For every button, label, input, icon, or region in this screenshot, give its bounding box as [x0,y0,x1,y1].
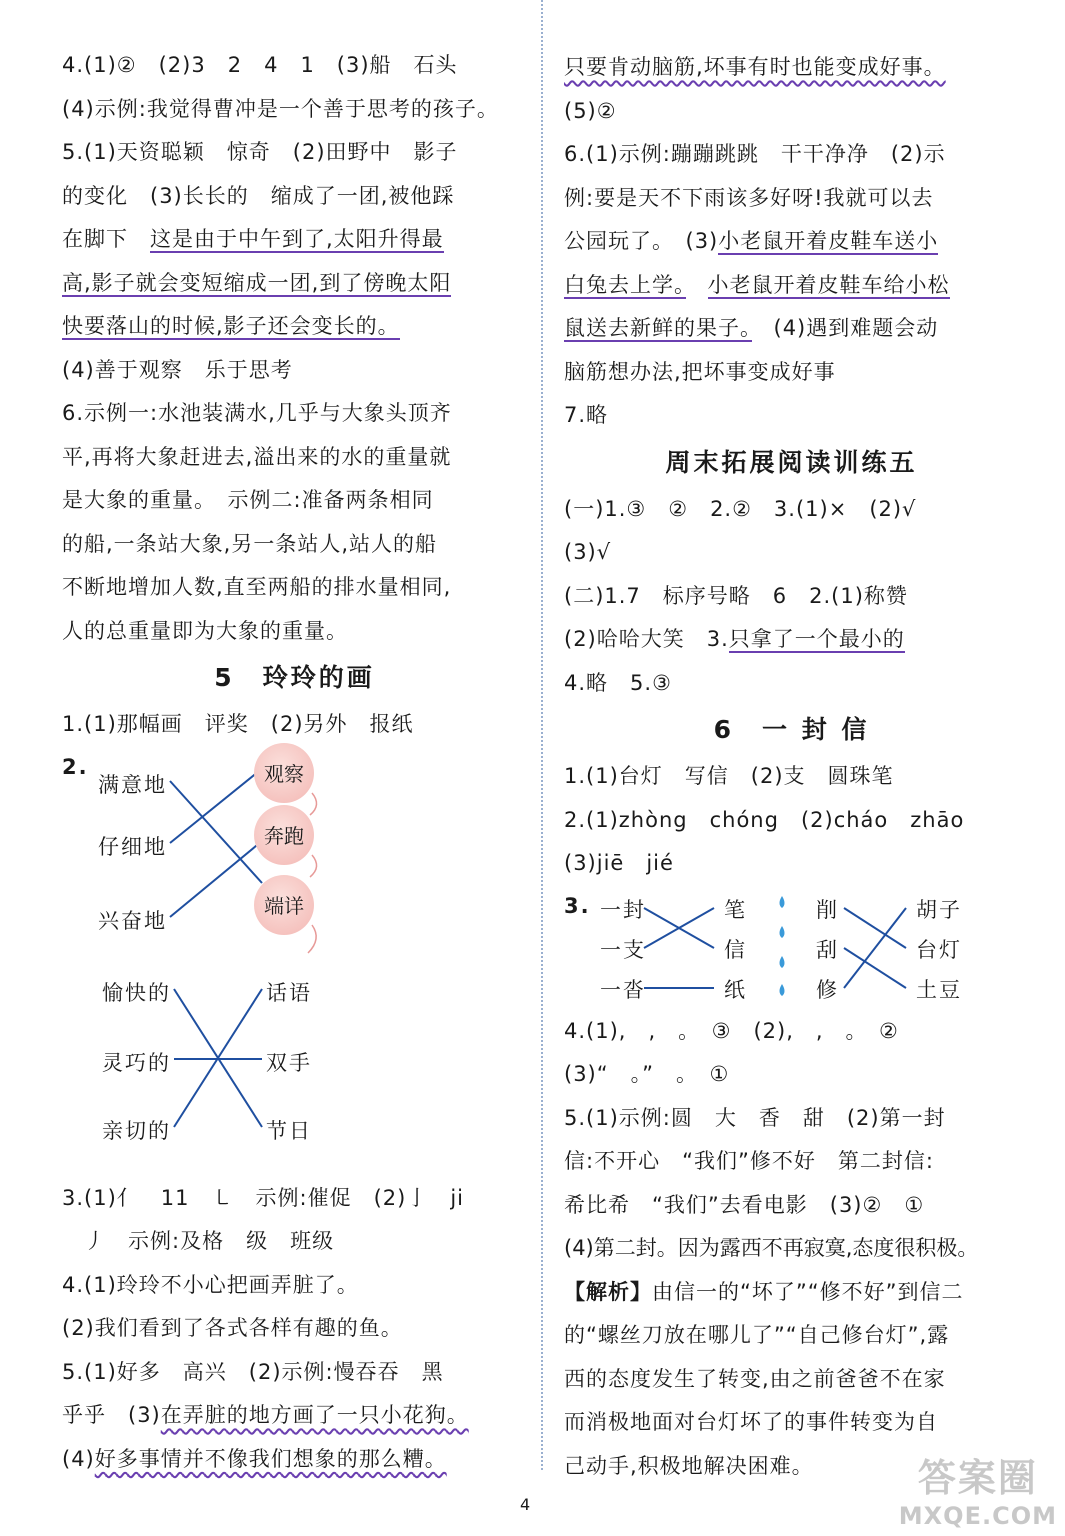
answer-line: 脑筋想办法,把坏事变成好事 [564,359,836,384]
answer-line: 的变化 (3)长长的 缩成了一团,被他踩 [62,183,455,208]
answer-line: 4.(1)玲玲不小心把画弄脏了。 [62,1272,359,1297]
answer-line: (3)“ 。” 。 ① [564,1062,730,1086]
answer-line: 是大象的重量。 示例二:准备两条相同 [62,488,434,512]
analysis-line: 而消极地面对台灯坏了的事件转变为自 [564,1410,938,1434]
underlined-answer: 快要落山的时候,影子还会变长的。 [62,314,400,338]
answer-line: 信:不开心 “我们”修不好 第二封信: [564,1149,934,1173]
ball-option-1: 观察 [254,743,314,803]
analysis-line: 西的态度发生了转变,由之前爸爸不在家 [564,1366,946,1391]
match-left-3: 一沓 [600,977,646,1002]
answer-line: (4)示例:我觉得曹冲是一个善于思考的孩子。 [62,96,499,121]
answer-line: (5)② [564,98,617,123]
wavy-underlined-answer: 只要肯动脑筋,坏事有时也能变成好事。 [564,55,946,79]
underlined-answer: 小老鼠开着皮鞋车送小 [718,229,939,253]
answer-line: (二)1.7 标序号略 6 2.(1)称赞 [564,583,908,608]
matching-exercise-measure-words: 3. 一封 一支 一沓 笔 信 纸 削 刮 修 胡子 台灯 土豆 [564,886,1019,1010]
answer-line: 平,再将大象赶进去,溢出来的水的重量就 [62,444,452,469]
match-left-1: 愉快的 [102,980,171,1005]
match-right-2: 台灯 [916,937,962,962]
answer-line: 7.略 [564,403,609,427]
answer-line [62,262,527,306]
answer-line: 2.(1)zhòng chóng (2)cháo zhāo [564,807,965,832]
match-left-3: 修 [816,977,839,1002]
answer-line: (2)我们看到了各式各样有趣的鱼。 [62,1316,403,1340]
answer-line [564,264,1019,308]
answer-line: 5.(1)天资聪颖 惊奇 (2)田野中 影子 [62,140,458,164]
section-title-lesson-6: 6 一 封 信 [713,715,870,744]
answer-line: (4)善于观察 乐于思考 [62,357,293,382]
answer-line: (4)第二封。因为露西不再寂寞,态度很积极。 [564,1236,979,1260]
answer-line: (2)哈哈大笑 3.只拿了一个最小的 [564,627,905,651]
answer-line: 希比希 “我们”去看电影 (3)② ① [564,1192,925,1217]
underlined-answer: 鼠送去新鲜的果子。 [564,316,752,340]
answer-line: 乎乎 (3)在弄脏的地方画了一只小花狗。 [62,1403,469,1427]
analysis-line: 己动手,积极地解决困难。 [564,1453,814,1478]
section-title-weekend-reading: 周末拓展阅读训练五 [665,447,918,477]
underlined-answer: 白兔去上学。 [564,272,686,297]
answer-line: 5.(1)好多 高兴 (2)示例:慢吞吞 黑 [62,1359,444,1384]
answer-line: 5.(1)示例:圆 大 香 甜 (2)第一封 [564,1105,946,1130]
answer-line: 不断地增加人数,直至两船的排水量相同, [62,575,452,599]
answer-line: (4)好多事情并不像我们想象的那么糟。 [62,1446,447,1471]
match-right-2: 信 [724,937,747,962]
matching-exercise-adjectives [62,959,527,1177]
match-left-2: 一支 [600,937,646,962]
answer-line: 6.(1)示例:蹦蹦跳跳 干干净净 (2)示 [564,142,946,166]
answer-line: 鼠送去新鲜的果子。 (4)遇到难题会动 [564,316,939,340]
answer-line: 的船,一条站大象,另一条站人,站人的船 [62,531,438,556]
answer-line: 例:要是天不下雨该多好呀!我就可以去 [564,185,934,210]
right-column [564,46,1019,1488]
section-title-lesson-5: 5 玲玲的画 [214,663,375,692]
underlined-answer: 高,影子就会变短缩成一团,到了傍晚太阳 [62,270,452,295]
answer-line [564,46,1019,90]
column-divider [541,0,543,1470]
match-right-3: 节日 [266,1118,312,1143]
match-left-2: 刮 [816,937,839,962]
left-column [62,44,527,1481]
ball-option-2: 奔跑 [254,805,314,865]
page-number: 4 [520,1495,531,1514]
analysis-line: 的“螺丝刀放在哪儿了”“自己修台灯”,露 [564,1323,950,1347]
match-left-3: 亲切的 [102,1118,171,1143]
wavy-underlined-answer: 好多事情并不像我们想象的那么糟。 [94,1446,447,1471]
answer-line: 4.(1)② (2)3 2 4 1 (3)船 石头 [62,53,458,77]
match-right-2: 双手 [266,1050,312,1075]
water-drop-icon [780,896,785,996]
match-left-1: 一封 [600,897,646,922]
answer-line: 3.(1)亻 11 ㇄ 示例:催促 (2)亅 ji [62,1185,464,1210]
answer-line: 4.略 5.③ [564,670,672,695]
matching-exercise-adverbs: 2. 满意地 仔细地 兴奋地 观察 奔跑 端详 [62,747,527,959]
answer-line: 6.示例一:水池装满水,几乎与大象头顶齐 [62,401,452,425]
answer-line: 公园玩了。 (3)小老鼠开着皮鞋车送小 [564,229,939,253]
match-left-1: 满意地 [98,772,167,797]
answer-line: 丿 示例:及格 级 班级 [62,1229,335,1253]
answer-line: 在脚下 这是由于中午到了,太阳升得最 [62,227,444,251]
match-left-1: 削 [816,897,839,922]
underlined-answer: 只拿了一个最小的 [728,627,905,651]
answer-line: 1.(1)那幅画 评奖 (2)另外 报纸 [62,712,414,736]
match-left-2: 灵巧的 [102,1050,171,1075]
analysis-label: 【解析】 [564,1279,652,1304]
match-right-1: 话语 [266,980,312,1005]
ball-option-3: 端详 [254,875,314,935]
underlined-answer: 这是由于中午到了,太阳升得最 [150,227,444,251]
answer-line: (一)1.③ ② 2.② 3.(1)× (2)√ [564,496,917,521]
underlined-answer: 小老鼠开着皮鞋车给小松 [707,272,950,297]
answer-line: 4.(1), , 。 ③ (2), , 。 ② [564,1018,899,1043]
answer-line: (3)√ [564,540,612,564]
match-left-3: 兴奋地 [98,908,167,933]
match-right-1: 胡子 [916,897,962,922]
answer-line: 1.(1)台灯 写信 (2)支 圆珠笔 [564,764,894,788]
match-right-3: 土豆 [916,977,962,1002]
wavy-underlined-answer: 在弄脏的地方画了一只小花狗。 [160,1403,469,1427]
match-right-1: 笔 [724,897,747,922]
match-left-2: 仔细地 [98,834,167,859]
analysis-line: 【解析】由信一的“坏了”“修不好”到信二 [564,1279,964,1304]
watermark-logo: 答案圈 MXQE.COM [898,1456,1057,1530]
match-right-3: 纸 [724,977,747,1002]
answer-line: (3)jiē jié [564,851,674,875]
answer-line [62,305,527,349]
answer-line: 人的总重量即为大象的重量。 [62,618,348,643]
